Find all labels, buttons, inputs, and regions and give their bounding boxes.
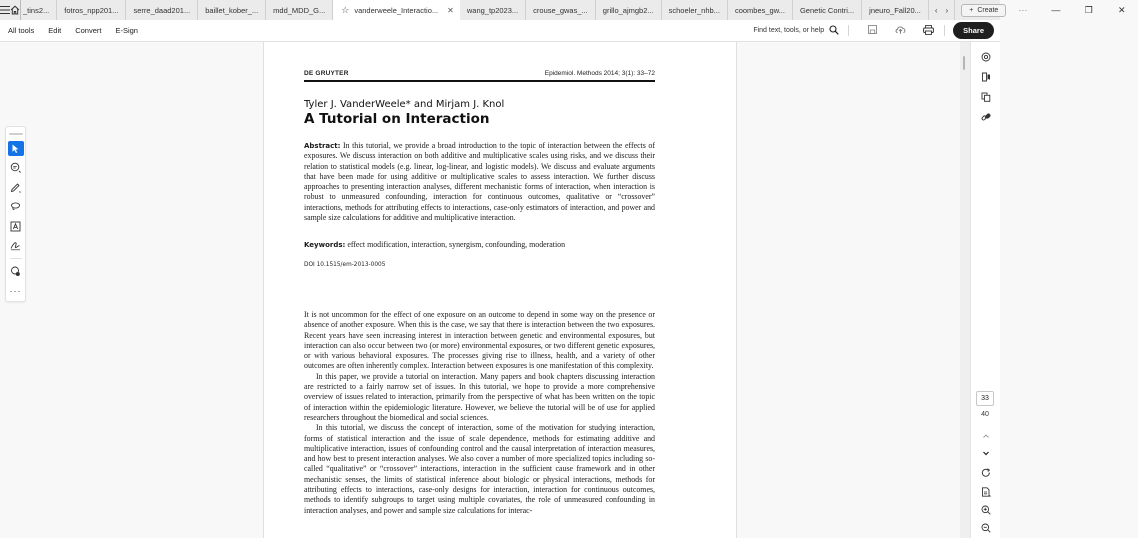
link-icon [981, 112, 991, 122]
save-icon[interactable] [865, 25, 879, 36]
page-options-icon [981, 487, 991, 497]
tab-document[interactable] [57, 0, 126, 20]
zoom-out-icon [981, 523, 991, 533]
tab-label: Genetic Contri... [799, 5, 855, 15]
comment-icon [10, 162, 21, 173]
home-icon[interactable] [10, 0, 20, 20]
paper-authors: Tyler J. VanderWeele* and Mirjam J. Knol [304, 99, 505, 110]
comment-tool[interactable] [8, 161, 24, 175]
plus-icon: + [969, 6, 974, 14]
stamp-tool[interactable] [8, 265, 24, 279]
menu-all-tools[interactable]: All tools [8, 26, 35, 35]
zoom-in-button[interactable] [978, 502, 994, 518]
header-rule [304, 80, 655, 82]
paragraph: In this paper, we provide a tutorial on interaction. Many papers and book chapters discussing interaction are restricted to a fairly narrow set of issues. In this tutorial, we hope to provide a more comprehensive overview of issues related to interaction, primarily from the perspective of what has been written on the topic of interaction within the epidemiologic literature. However, we believe the tutorial will be of use for applied researchers throughout the biomedical and social sciences. [304, 371, 655, 422]
next-page-button[interactable] [978, 445, 994, 461]
chevron-down-icon [981, 448, 991, 458]
tab-label: coombes_gw... [734, 5, 785, 15]
vertical-scrollbar[interactable] [960, 42, 970, 538]
tab-document[interactable] [126, 0, 198, 20]
tab-document[interactable] [662, 0, 728, 20]
tab-bar [0, 0, 1126, 20]
hamburger-menu-icon[interactable] [0, 0, 10, 20]
doi: DOI 10.1515/em-2013-0005 [304, 262, 386, 268]
share-label: Share [963, 26, 984, 35]
tab-label: grillo_ajmgb2... [602, 5, 654, 15]
lasso-icon [10, 201, 21, 212]
select-tool[interactable] [8, 141, 24, 155]
current-page-input[interactable]: 33 [976, 391, 994, 406]
tab-label: crouse_gwas_... [533, 5, 588, 15]
abstract [304, 141, 655, 223]
refresh-icon [981, 468, 991, 478]
text-box-tool[interactable] [8, 219, 24, 233]
rotate-button[interactable] [978, 465, 994, 481]
print-icon[interactable] [921, 25, 935, 37]
more-tools-button[interactable] [8, 284, 24, 298]
keywords-text: effect modification, interaction, synergism, confounding, moderation [347, 240, 566, 249]
tab-document[interactable] [596, 0, 662, 20]
share-button[interactable] [953, 22, 994, 39]
publisher-name: DE GRUYTER [304, 70, 349, 77]
restore-icon[interactable]: ❐ [1084, 4, 1093, 15]
total-pages: 40 [981, 411, 989, 418]
sign-tool[interactable] [8, 238, 24, 252]
window-controls [1006, 0, 1138, 20]
tab-document[interactable] [728, 0, 793, 20]
stamp-icon [10, 266, 21, 277]
divider [10, 258, 22, 259]
copy-pages-icon [981, 92, 991, 102]
abstract-label: Abstract: [304, 142, 341, 150]
right-panel-rail [970, 42, 1000, 538]
bookmark-icon [981, 72, 991, 82]
tab-label: fotros_npp201... [64, 5, 119, 15]
text-box-icon [10, 221, 21, 232]
paragraph: In this tutorial, we discuss the concept of interaction, some of the motivation for studying interaction, forms of statistical interaction and the issue of scale dependence, methods for estimating additive and multiplicative interaction, issues of confounding control and the causal interpretation of interaction measures, and how best to present interaction analyses. We also cover a number of more specialized topics including so-called “qualitative” or “crossover” interactions, interaction in the sufficient cause framework and in other mechanistic senses, the limits of statistical inference about biologic or physical interactions, methods for attributing effects to interactions, case-only designs for interaction, interaction for continuous outcomes, methods to identify subgroups to target using multiple covariates, the role of unmeasured confounding in interaction analyses, and power and sample size calculations for interac- [304, 423, 655, 515]
divider [848, 25, 849, 36]
pdf-page [263, 42, 737, 538]
close-window-icon[interactable]: ✕ [1118, 4, 1126, 15]
tab-document-active[interactable] [333, 0, 460, 20]
link-button[interactable] [978, 109, 994, 125]
drag-handle[interactable] [9, 133, 23, 135]
menu-edit[interactable]: Edit [48, 26, 62, 35]
search-icon[interactable] [829, 25, 839, 37]
find-label[interactable]: Find text, tools, or help [753, 27, 825, 34]
introduction [304, 310, 655, 516]
pages-button[interactable] [978, 89, 994, 105]
signature-icon [10, 240, 21, 251]
create-label: Create [977, 6, 999, 14]
keywords-label: Keywords: [304, 241, 346, 249]
cursor-arrow-icon [10, 143, 21, 154]
zoom-in-icon [981, 505, 991, 515]
paper-title: A Tutorial on Interaction [304, 111, 490, 127]
more-dots-icon: ··· [9, 286, 22, 297]
chevron-left-icon[interactable]: ‹ [934, 5, 938, 15]
zoom-out-button[interactable] [978, 520, 994, 536]
tab-label: mdd_MDD_G... [273, 5, 326, 15]
bookmarks-button[interactable] [978, 69, 994, 85]
tab-label: schoeler_nhb... [668, 5, 720, 15]
close-tab-icon[interactable]: ✕ [447, 5, 454, 15]
page-display-button[interactable] [978, 484, 994, 500]
pencil-icon [10, 182, 21, 193]
lasso-tool[interactable] [8, 200, 24, 214]
star-icon[interactable]: ☆ [341, 4, 350, 15]
keywords [304, 240, 655, 250]
tab-label: vanderweele_Interactio... [354, 5, 439, 15]
more-options-icon[interactable]: ··· [1018, 5, 1028, 15]
tab-label: baillet_kober_... [205, 5, 259, 15]
paragraph: It is not uncommon for the effect of one exposure on an outcome to depend in some way on the presence or absence of another exposure. When this is the case, we say that there is interaction between the two exposures. Recent years have seen increasing interest in interaction between genetic and environmental exposures, but interaction can also occur between two (or more) environmental exposures, or two different genetic exposures, or with various behavioral exposures. The processes giving rise to illness, health, and a variety of other outcomes are often inherently complex. Interaction between exposures is one manifestation of this complexity. [304, 310, 655, 371]
main-toolbar [0, 20, 1000, 42]
abstract-text: In this tutorial, we provide a broad introduction to the topic of interaction between the effects of exposures. We discuss interaction on both additive and multiplicative scales using risks, and we discuss their relation to statistical models (e.g. linear, log-linear, and logistic models). We discuss and evaluate arguments that have been made for using additive or multiplicative scales to assess interaction. We further discuss approaches to presenting interaction analyses, different mechanistic forms of interaction, when interaction is robust to unmeasured confounding, interaction for continuous outcomes, qualitative or “crossover” interactions, methods for attributing effects to interactions, case-only estimators of interaction, and power and sample size calculations for additive and multiplicative interaction. [304, 141, 655, 223]
ai-assistant-icon [981, 52, 991, 62]
tab-document[interactable] [862, 0, 929, 20]
ai-assistant-button[interactable] [978, 49, 994, 65]
scrollbar-thumb[interactable] [963, 56, 965, 70]
tab-document[interactable] [526, 0, 596, 20]
quick-tools-rail [5, 126, 26, 302]
tab-document[interactable] [20, 0, 57, 20]
page-header [304, 70, 655, 77]
menu-esign[interactable]: E-Sign [115, 26, 138, 35]
top-menu [0, 26, 152, 35]
draw-tool[interactable] [8, 180, 24, 194]
minimize-icon[interactable]: — [1051, 5, 1061, 15]
tab-label: _tins2... [23, 5, 50, 15]
previous-page-button[interactable] [978, 428, 994, 444]
menu-convert[interactable]: Convert [75, 26, 102, 35]
upload-cloud-icon[interactable] [893, 25, 907, 36]
create-button[interactable] [961, 4, 1006, 17]
tab-document[interactable] [266, 0, 333, 20]
tab-label: jneuro_Fall20... [869, 5, 921, 15]
toolbar-right [753, 22, 1000, 39]
tab-scroll-controls [929, 0, 955, 20]
tab-document[interactable] [793, 0, 862, 20]
chevron-right-icon[interactable]: › [945, 5, 949, 15]
journal-citation: Epidemiol. Methods 2014; 3(1): 33–72 [544, 70, 655, 77]
divider [944, 25, 945, 36]
tab-label: serre_daad201... [133, 5, 191, 15]
tab-label: wang_tp2023... [466, 5, 519, 15]
chevron-up-icon [981, 431, 991, 441]
tab-document[interactable] [460, 0, 526, 20]
document-viewport[interactable] [0, 42, 970, 538]
tab-document[interactable] [198, 0, 266, 20]
